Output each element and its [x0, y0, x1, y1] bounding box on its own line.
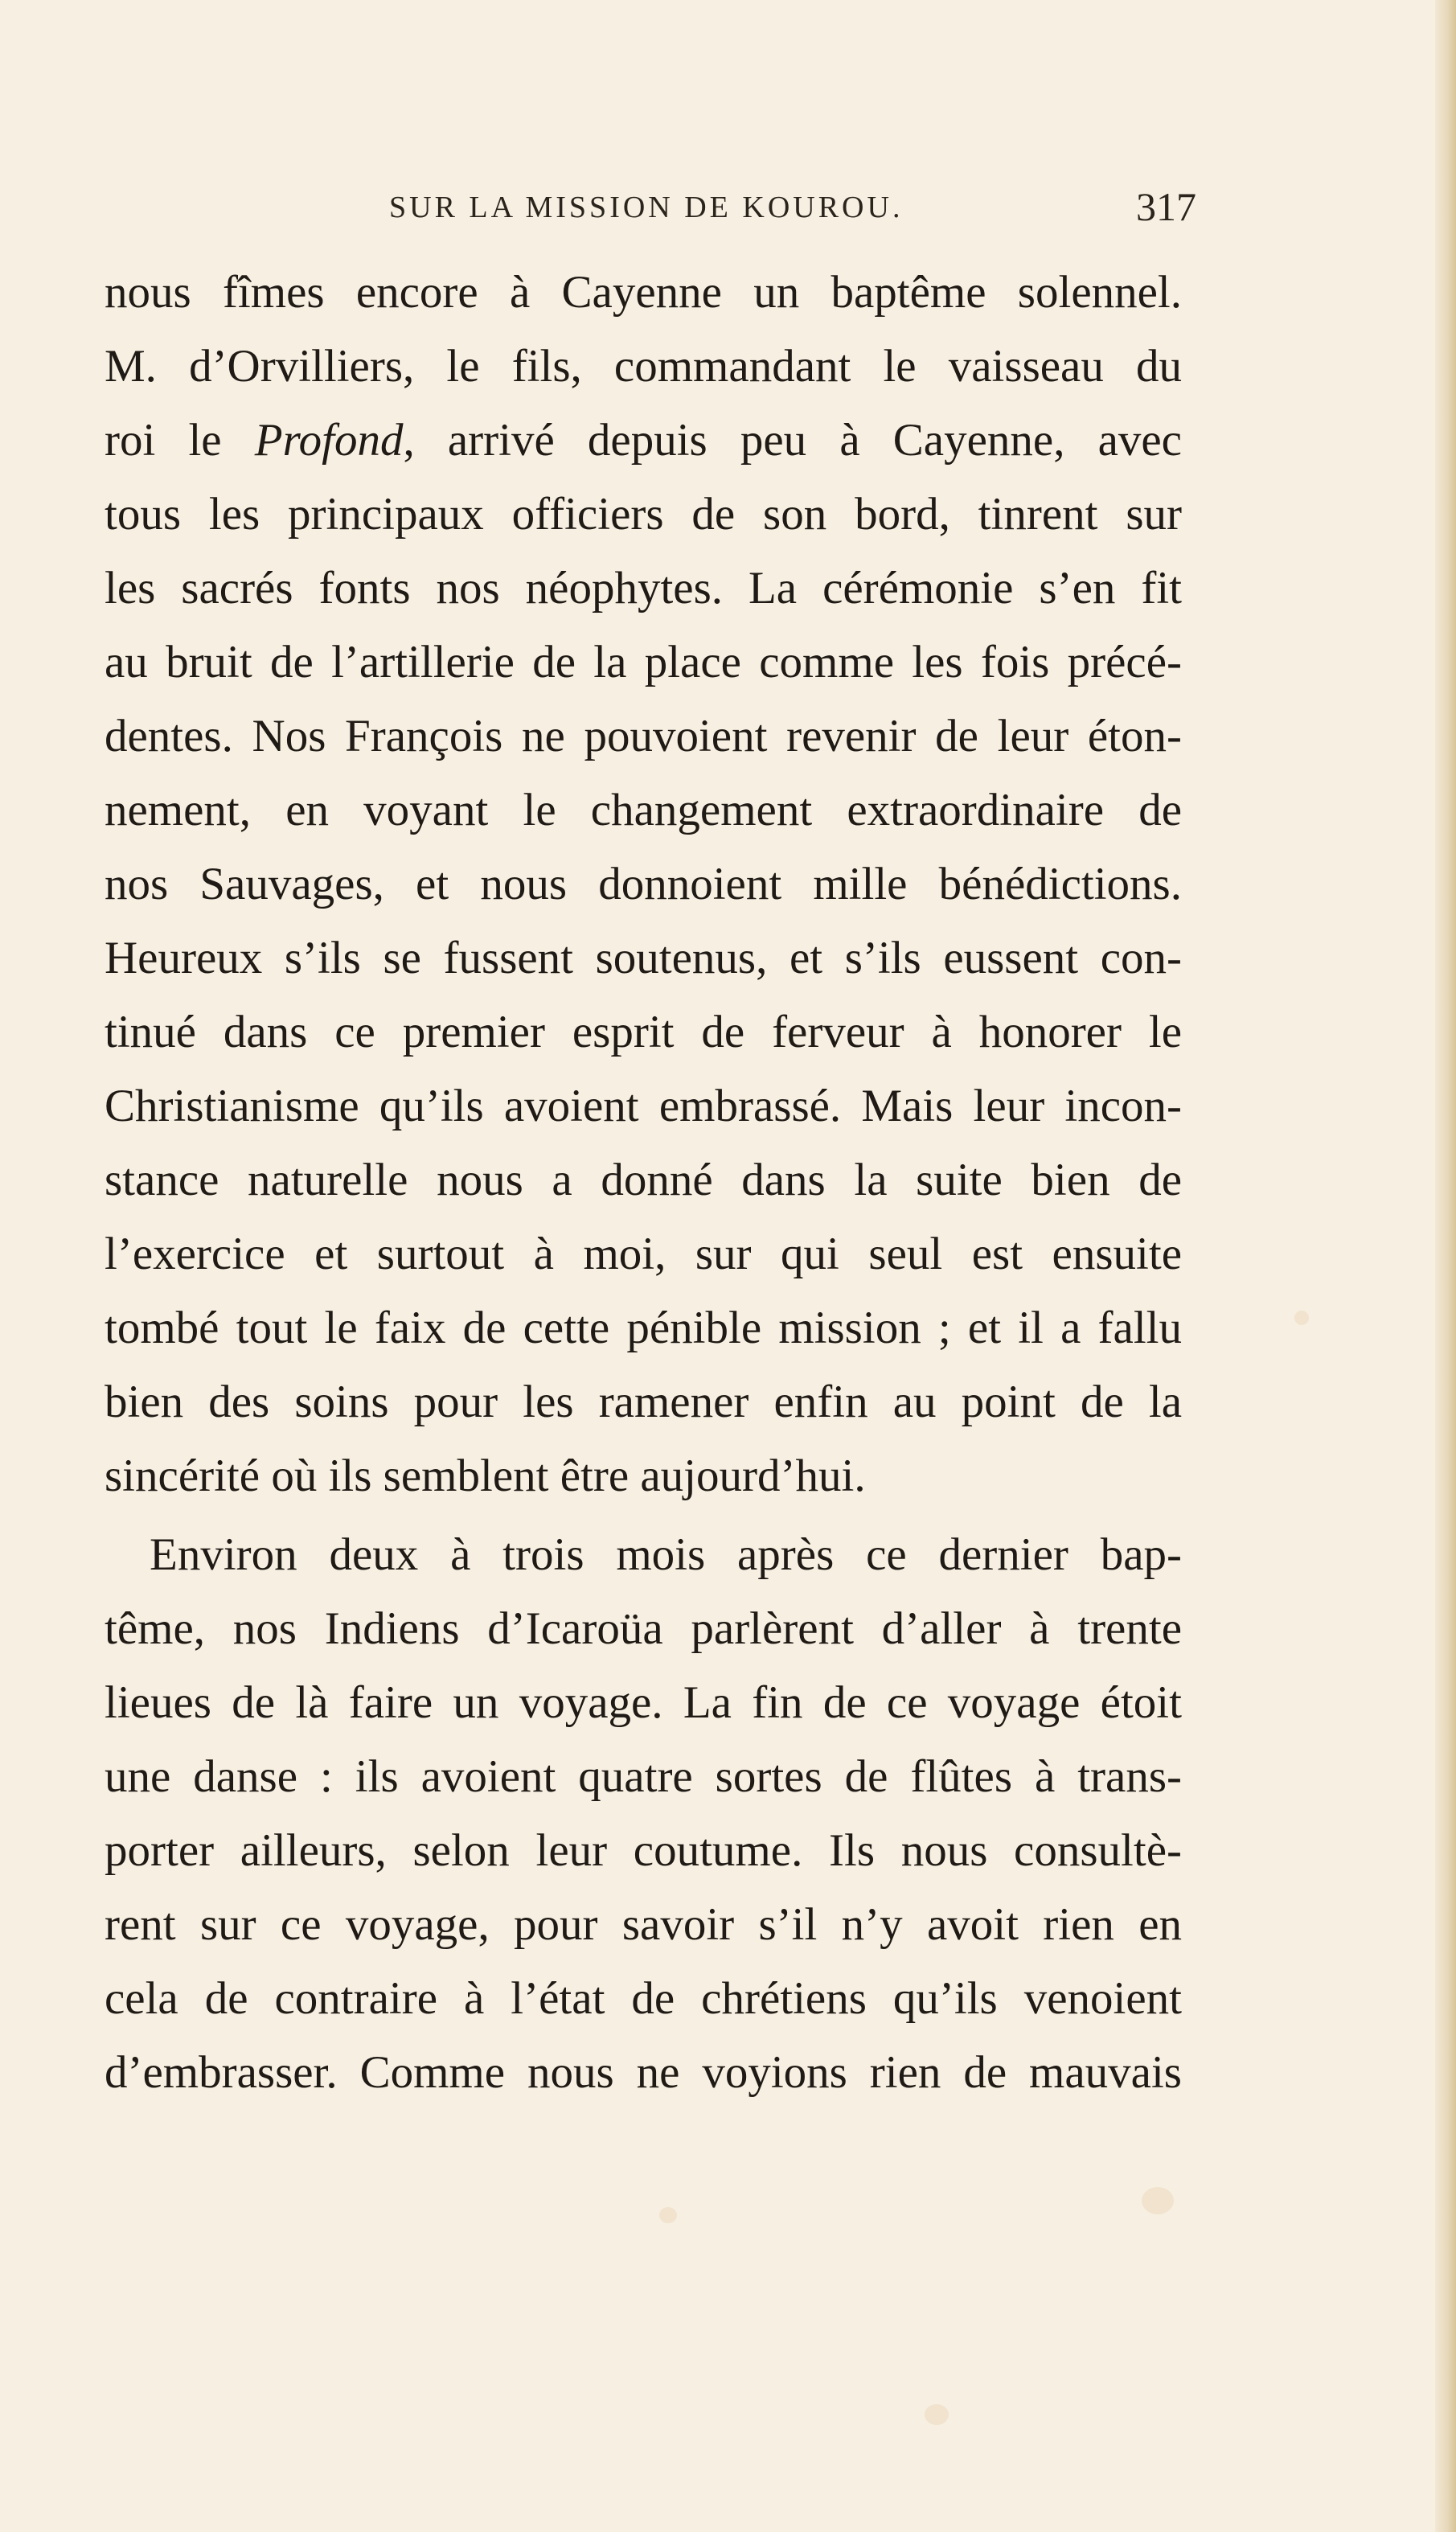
- text-line: au bruit de l’artillerie de la place comme les fois précé-: [105, 637, 1182, 687]
- text-line: cela de contraire à l’état de chrétiens qu’ils venoient: [105, 1973, 1182, 2024]
- paper-stain: [1142, 2187, 1174, 2214]
- text-segment: roi le: [105, 415, 255, 466]
- running-title: SUR LA MISSION DE KOUROU.: [389, 191, 904, 224]
- text-line: sincérité où ils semblent être aujourd’hui.: [105, 1451, 866, 1501]
- text-line: tême, nos Indiens d’Icaroüa parlèrent d’aller à trente: [105, 1603, 1182, 1654]
- paper-stain: [925, 2404, 949, 2425]
- text-line: nos Sauvages, et nous donnoient mille bénédictions.: [105, 859, 1182, 909]
- page-edge: [1435, 0, 1456, 2532]
- text-line: rent sur ce voyage, pour savoir s’il n’y avoit rien en: [105, 1899, 1182, 1950]
- text-line: Heureux s’ils se fussent soutenus, et s’ils eussent con-: [105, 933, 1182, 983]
- text-line: les sacrés fonts nos néophytes. La cérémonie s’en fit: [105, 563, 1182, 614]
- text-line: tinué dans ce premier esprit de ferveur à honorer le: [105, 1007, 1182, 1057]
- text-line: M. d’Orvilliers, le fils, commandant le vaisseau du: [105, 341, 1182, 392]
- page-number: 317: [1136, 184, 1196, 229]
- text-line: l’exercice et surtout à moi, sur qui seul est ensuite: [105, 1229, 1182, 1279]
- text-line: dentes. Nos François ne pouvoient revenir de leur éton-: [105, 711, 1182, 761]
- text-line: tous les principaux officiers de son bord, tinrent sur: [105, 489, 1182, 540]
- text-line: d’embrasser. Comme nous ne voyions rien de mauvais: [105, 2047, 1182, 2098]
- text-line: nous fîmes encore à Cayenne un baptême solennel.: [105, 267, 1182, 318]
- body-text: [105, 256, 1182, 2110]
- paper-stain: [1294, 1311, 1309, 1325]
- ship-name: Profond: [254, 415, 404, 466]
- text-line: une danse : ils avoient quatre sortes de flûtes à trans-: [105, 1751, 1182, 1802]
- text-line: bien des soins pour les ramener enfin au point de la: [105, 1377, 1182, 1427]
- text-line: porter ailleurs, selon leur coutume. Ils nous consultè-: [105, 1825, 1182, 1876]
- text-line: nement, en voyant le changement extraordinaire de: [105, 785, 1182, 835]
- text-line: tombé tout le faix de cette pénible mission ; et il a fallu: [105, 1303, 1182, 1353]
- text-line: Christianisme qu’ils avoient embrassé. Mais leur incon-: [105, 1081, 1182, 1131]
- text-line: Environ deux à trois mois après ce dernier bap-: [150, 1529, 1182, 1580]
- text-segment: , arrivé depuis peu à Cayenne, avec: [403, 415, 1182, 466]
- text-line: stance naturelle nous a donné dans la suite bien de: [105, 1155, 1182, 1205]
- text-line: [105, 404, 1182, 478]
- text-line: lieues de là faire un voyage. La fin de ce voyage étoit: [105, 1677, 1182, 1728]
- paper-stain: [659, 2207, 677, 2223]
